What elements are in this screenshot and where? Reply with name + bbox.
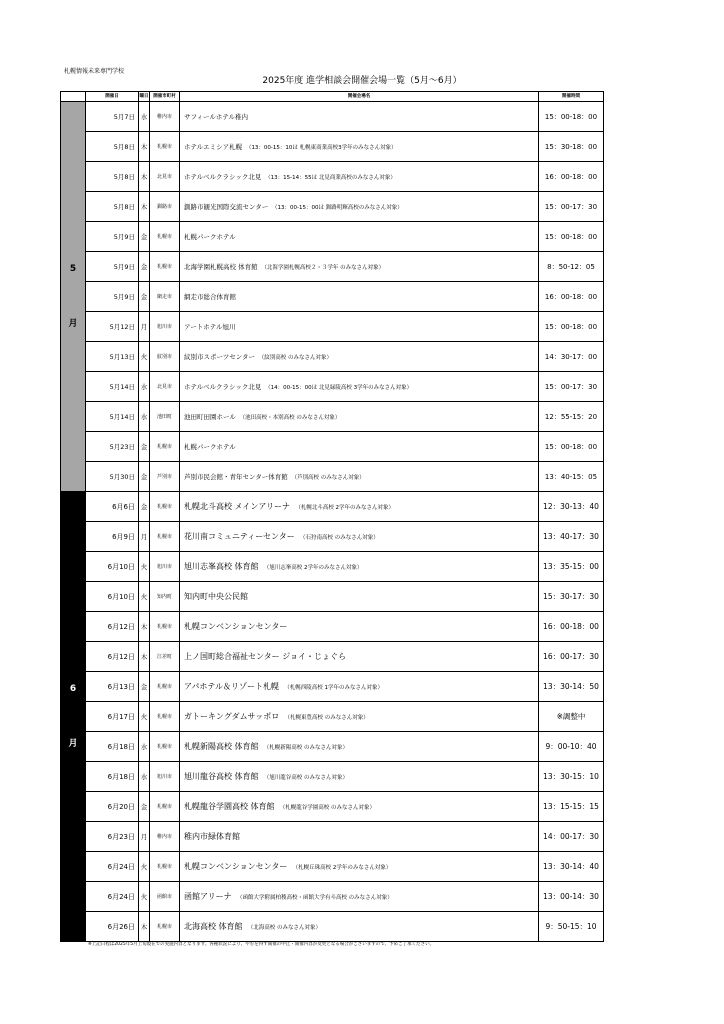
event-city: 札幌市 <box>150 252 180 282</box>
event-date: 5月9日 <box>86 282 139 312</box>
event-weekday: 木 <box>139 912 150 942</box>
table-row <box>61 192 604 222</box>
event-date: 6月17日 <box>86 702 139 732</box>
table-row <box>61 312 604 342</box>
event-venue-cell <box>180 522 539 552</box>
event-time: 9：00-10：40 <box>539 732 604 762</box>
event-city: 札幌市 <box>150 522 180 552</box>
venue-note: （石狩南高校 のみなさん対象） <box>302 535 379 541</box>
venue-name: 函館アリーナ <box>184 892 232 901</box>
event-date: 5月12日 <box>86 312 139 342</box>
event-time: 15：00-18：00 <box>539 432 604 462</box>
event-weekday: 月 <box>139 522 150 552</box>
event-weekday: 金 <box>139 462 150 492</box>
table-row <box>61 822 604 852</box>
event-time: 13：30-15：10 <box>539 762 604 792</box>
event-date: 5月7日 <box>86 102 139 132</box>
venue-note: （芦別高校 のみなさん対象） <box>294 475 365 481</box>
venue-note: （紋別高校 のみなさん対象） <box>261 355 332 361</box>
event-time: 12：30-13：40 <box>539 492 604 522</box>
event-city: 札幌市 <box>150 432 180 462</box>
event-weekday: 水 <box>139 372 150 402</box>
venue-note: （札幌北斗高校 2学年のみなさん対象） <box>298 505 395 511</box>
table-row <box>61 372 604 402</box>
event-venue-cell <box>180 342 539 372</box>
table-row <box>61 522 604 552</box>
event-venue-cell <box>180 372 539 402</box>
table-row <box>61 582 604 612</box>
event-venue-cell <box>180 552 539 582</box>
event-venue-cell <box>180 732 539 762</box>
event-time: 13：30-14：50 <box>539 672 604 702</box>
event-weekday: 金 <box>139 222 150 252</box>
event-venue-cell <box>180 792 539 822</box>
event-time: 13：30-14：40 <box>539 852 604 882</box>
event-date: 5月9日 <box>86 222 139 252</box>
date-header: 開催日 <box>86 92 139 102</box>
event-weekday: 金 <box>139 792 150 822</box>
table-row <box>61 612 604 642</box>
event-date: 5月8日 <box>86 192 139 222</box>
event-weekday: 金 <box>139 492 150 522</box>
event-date: 5月8日 <box>86 132 139 162</box>
event-date: 6月13日 <box>86 672 139 702</box>
event-time: 16：00-18：00 <box>539 282 604 312</box>
table-row <box>61 732 604 762</box>
venue-note: （北海高校 のみなさん対象） <box>250 925 322 931</box>
table-row <box>61 672 604 702</box>
footnote: ※上記日程は2025年5月上旬現在での実施内容となります。各種状況により、やむを得ず開催の中止・開催内容が変更となる場合がございますので、予めご了承ください。 <box>88 942 435 947</box>
event-weekday: 火 <box>139 882 150 912</box>
event-venue-cell <box>180 852 539 882</box>
venue-note: （函館大学附属柏稜高校・函館大学有斗高校 のみなさん対象） <box>239 895 393 901</box>
event-venue-cell <box>180 252 539 282</box>
venue-name: 稚内市緑体育館 <box>184 832 240 841</box>
venue-name: 北海高校 体育館 <box>184 922 243 931</box>
venue-note: （旭川龍谷高校 のみなさん対象） <box>266 775 349 781</box>
venue-header: 開催会場名 <box>180 92 539 102</box>
table-row <box>61 132 604 162</box>
table-row <box>61 912 604 942</box>
venue-note: （札幌西陵高校 1学年のみなさん対象） <box>286 685 383 691</box>
event-date: 6月10日 <box>86 552 139 582</box>
event-date: 6月18日 <box>86 732 139 762</box>
event-weekday: 木 <box>139 192 150 222</box>
event-city: 芦別市 <box>150 462 180 492</box>
event-city: 釧路市 <box>150 192 180 222</box>
event-city: 札幌市 <box>150 612 180 642</box>
table-row <box>61 642 604 672</box>
event-venue-cell <box>180 432 539 462</box>
event-city: 札幌市 <box>150 222 180 252</box>
event-city: 江差町 <box>150 642 180 672</box>
venue-note: （14：00-15：00は 北見緑陵高校 3学年のみなさん対象） <box>267 385 413 391</box>
venue-name: 旭川志峯高校 体育館 <box>184 562 259 571</box>
table-row <box>61 762 604 792</box>
event-weekday: 火 <box>139 702 150 732</box>
table-row <box>61 282 604 312</box>
venue-name: 札幌龍谷学園高校 体育館 <box>184 802 275 811</box>
event-time: 15：30-17：30 <box>539 582 604 612</box>
venue-name: 釧路市観光国際交流センター <box>184 203 269 211</box>
event-city: 知内町 <box>150 582 180 612</box>
event-weekday: 火 <box>139 342 150 372</box>
event-date: 5月23日 <box>86 432 139 462</box>
table-row <box>61 252 604 282</box>
event-time: 8：50-12：05 <box>539 252 604 282</box>
event-venue-cell <box>180 612 539 642</box>
event-venue-cell <box>180 762 539 792</box>
event-date: 6月12日 <box>86 612 139 642</box>
venue-name: サフィールホテル稚内 <box>184 113 249 121</box>
table-header-row <box>61 92 604 102</box>
event-time: 13：15-15：15 <box>539 792 604 822</box>
event-weekday: 月 <box>139 312 150 342</box>
venue-name: 札幌パークホテル <box>184 233 236 241</box>
event-weekday: 火 <box>139 852 150 882</box>
event-city: 稚内市 <box>150 102 180 132</box>
venue-name: 北海学園札幌高校 体育館 <box>184 263 258 271</box>
event-city: 網走市 <box>150 282 180 312</box>
time-header: 開催時間 <box>539 92 604 102</box>
table-row <box>61 402 604 432</box>
event-city: 北見市 <box>150 372 180 402</box>
event-weekday: 木 <box>139 612 150 642</box>
event-time: 15：00-18：00 <box>539 222 604 252</box>
event-time: 16：00-17：30 <box>539 642 604 672</box>
schedule-table <box>60 91 604 942</box>
venue-name: 旭川龍谷高校 体育館 <box>184 772 259 781</box>
event-time: 12：55-15：20 <box>539 402 604 432</box>
event-venue-cell <box>180 192 539 222</box>
venue-note: （北海学園札幌高校２・３学年 のみなさん対象） <box>264 265 385 271</box>
event-venue-cell <box>180 822 539 852</box>
venue-name: 芦別市民会館・青年センター体育館 <box>184 473 288 481</box>
event-weekday: 金 <box>139 672 150 702</box>
event-time: 13：40-17：30 <box>539 522 604 552</box>
event-venue-cell <box>180 912 539 942</box>
event-date: 6月6日 <box>86 492 139 522</box>
table-row <box>61 102 604 132</box>
event-weekday: 水 <box>139 402 150 432</box>
venue-note: （13：15-14：55は 北見商業高校のみなさん対象） <box>267 175 396 181</box>
event-time: 13：40-15：05 <box>539 462 604 492</box>
table-row <box>61 492 604 522</box>
event-date: 6月23日 <box>86 822 139 852</box>
event-city: 稚内市 <box>150 822 180 852</box>
venue-name: 札幌北斗高校 メインアリーナ <box>184 502 291 511</box>
event-date: 5月13日 <box>86 342 139 372</box>
venue-name: 札幌パークホテル <box>184 443 236 451</box>
event-city: 札幌市 <box>150 492 180 522</box>
event-city: 札幌市 <box>150 702 180 732</box>
event-time: 15：00-18：00 <box>539 102 604 132</box>
table-row <box>61 432 604 462</box>
event-city: 旭川市 <box>150 552 180 582</box>
event-venue-cell <box>180 672 539 702</box>
event-date: 6月24日 <box>86 852 139 882</box>
event-date: 5月8日 <box>86 162 139 192</box>
venue-name: ホテルベルクラシック北見 <box>184 383 262 391</box>
event-venue-cell <box>180 702 539 732</box>
venue-note: （札幌丘珠高校 2学年のみなさん対象） <box>295 865 392 871</box>
event-weekday: 金 <box>139 252 150 282</box>
venue-name: 知内町中央公民館 <box>184 592 248 601</box>
document-title: 2025年度 進学相談会開催会場一覧（5月～6月） <box>262 76 462 86</box>
event-date: 5月30日 <box>86 462 139 492</box>
venue-name: アートホテル旭川 <box>184 323 236 331</box>
venue-name: 網走市総合体育館 <box>184 293 236 301</box>
event-time: ※調整中 <box>539 702 604 732</box>
table-row <box>61 342 604 372</box>
event-time: 15：00-17：30 <box>539 192 604 222</box>
event-city: 旭川市 <box>150 762 180 792</box>
event-time: 9：50-15：10 <box>539 912 604 942</box>
table-row <box>61 882 604 912</box>
event-venue-cell <box>180 312 539 342</box>
event-date: 6月24日 <box>86 882 139 912</box>
event-date: 6月9日 <box>86 522 139 552</box>
event-date: 6月10日 <box>86 582 139 612</box>
event-time: 13：00-14：30 <box>539 882 604 912</box>
venue-note: （札幌新陽高校 のみなさん対象） <box>266 745 349 751</box>
event-city: 札幌市 <box>150 732 180 762</box>
event-city: 札幌市 <box>150 792 180 822</box>
event-weekday: 火 <box>139 582 150 612</box>
event-venue-cell <box>180 642 539 672</box>
event-city: 札幌市 <box>150 132 180 162</box>
event-weekday: 金 <box>139 282 150 312</box>
event-weekday: 金 <box>139 432 150 462</box>
event-venue-cell <box>180 132 539 162</box>
event-venue-cell <box>180 582 539 612</box>
event-venue-cell <box>180 222 539 252</box>
event-city: 札幌市 <box>150 672 180 702</box>
event-venue-cell <box>180 162 539 192</box>
month-suffix: 月 <box>68 318 78 329</box>
month-suffix: 月 <box>68 738 78 749</box>
event-weekday: 水 <box>139 762 150 792</box>
event-date: 6月12日 <box>86 642 139 672</box>
table-row <box>61 162 604 192</box>
event-weekday: 月 <box>139 822 150 852</box>
event-weekday: 木 <box>139 132 150 162</box>
venue-note: （旭川志峯高校 2学年のみなさん対象） <box>266 565 363 571</box>
event-weekday: 水 <box>139 102 150 132</box>
event-venue-cell <box>180 462 539 492</box>
table-row <box>61 552 604 582</box>
weekday-header: 曜日 <box>139 92 150 102</box>
city-header: 開催市町村 <box>150 92 180 102</box>
event-time: 14：00-17：30 <box>539 822 604 852</box>
table-row <box>61 222 604 252</box>
venue-name: アパホテル＆リゾート札幌 <box>184 682 279 691</box>
event-city: 函館市 <box>150 882 180 912</box>
venue-note: （13：00-15：00は 釧路明輝高校のみなさん対象） <box>274 205 403 211</box>
venue-name: 札幌コンベンションセンター <box>184 862 288 871</box>
event-venue-cell <box>180 882 539 912</box>
event-city: 旭川市 <box>150 312 180 342</box>
event-city: 池田町 <box>150 402 180 432</box>
venue-note: （13：00-15：10は 札幌東商業高校3学年のみなさん対象） <box>248 145 397 151</box>
venue-note: （札幌龍谷学園高校 のみなさん対象） <box>282 805 376 811</box>
event-weekday: 木 <box>139 642 150 672</box>
event-city: 北見市 <box>150 162 180 192</box>
venue-name: 上ノ国町総合福祉センター ジョイ・じょぐら <box>184 652 347 661</box>
event-time: 15：00-18：00 <box>539 312 604 342</box>
event-venue-cell <box>180 282 539 312</box>
event-date: 5月14日 <box>86 372 139 402</box>
table-row <box>61 702 604 732</box>
event-city: 紋別市 <box>150 342 180 372</box>
event-date: 6月26日 <box>86 912 139 942</box>
event-date: 5月14日 <box>86 402 139 432</box>
event-time: 15：00-17：30 <box>539 372 604 402</box>
event-weekday: 水 <box>139 732 150 762</box>
month-number: 6 <box>69 683 77 694</box>
venue-name: ホテルエミシア札幌 <box>184 143 243 151</box>
table-row <box>61 462 604 492</box>
venue-name: ガトーキングダムサッポロ <box>184 712 280 721</box>
month-header <box>61 92 86 102</box>
event-venue-cell <box>180 402 539 432</box>
event-weekday: 木 <box>139 162 150 192</box>
venue-note: （池田高校・本別高校 のみなさん対象） <box>242 415 341 421</box>
event-date: 6月20日 <box>86 792 139 822</box>
venue-name: 紋別市スポーツセンター <box>184 353 255 361</box>
event-time: 13：35-15：00 <box>539 552 604 582</box>
event-time: 14：30-17：00 <box>539 342 604 372</box>
venue-name: 札幌コンベンションセンター <box>184 622 288 631</box>
event-date: 6月18日 <box>86 762 139 792</box>
event-city: 札幌市 <box>150 852 180 882</box>
venue-note: （札幌東豊高校 のみなさん対象） <box>287 715 369 721</box>
event-venue-cell <box>180 102 539 132</box>
event-venue-cell <box>180 492 539 522</box>
venue-name: 札幌新陽高校 体育館 <box>184 742 259 751</box>
table-row <box>61 792 604 822</box>
school-name: 札幌情報未来専門学校 <box>64 68 125 75</box>
month-label-june <box>61 492 86 942</box>
event-date: 5月9日 <box>86 252 139 282</box>
event-time: 16：00-18：00 <box>539 162 604 192</box>
venue-name: 花川南コミュニティーセンター <box>184 532 295 541</box>
table-row <box>61 852 604 882</box>
event-time: 15：30-18：00 <box>539 132 604 162</box>
venue-name: 池田町田園ホール <box>184 413 236 421</box>
event-weekday: 火 <box>139 552 150 582</box>
event-city: 札幌市 <box>150 912 180 942</box>
venue-name: ホテルベルクラシック北見 <box>184 173 262 181</box>
month-label-may <box>61 102 86 492</box>
event-time: 16：00-18：00 <box>539 612 604 642</box>
month-number: 5 <box>69 263 77 274</box>
